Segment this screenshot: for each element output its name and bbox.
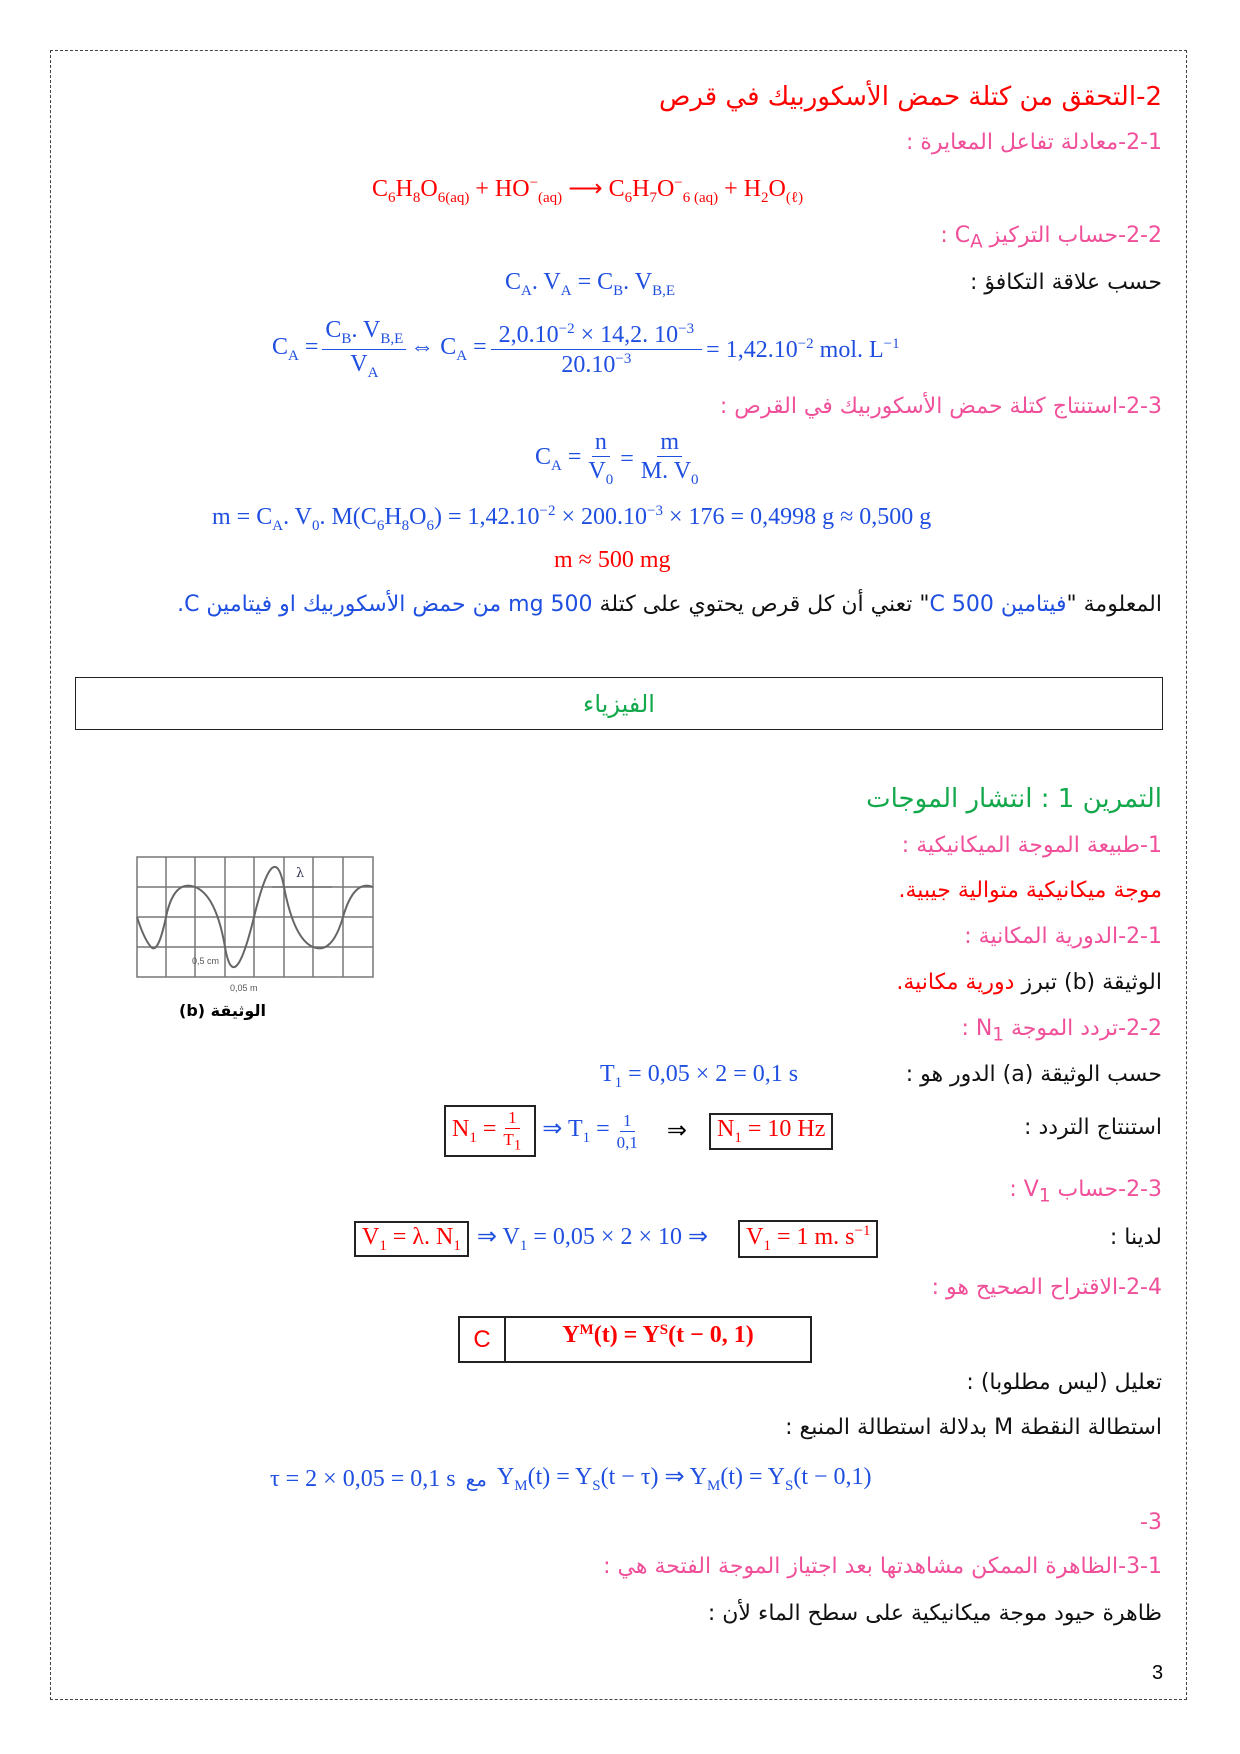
speed-formula-box: $V_1 = \lambda$. $N_1$ <box>354 1221 469 1258</box>
section-3: 3- <box>1140 1510 1162 1535</box>
tau-expr: τ = 2 × 0,05 = 0,1 s <box>270 1466 456 1493</box>
subsection-2-4: 2-4-الاقتراح الصحيح هو : <box>931 1275 1162 1300</box>
fraction <box>491 322 702 377</box>
info-vitamin: فيتامين C 500 <box>929 592 1067 617</box>
ca-result: = $1,42.10^{-2}$ mol. $L^{-1}$ <box>706 335 900 363</box>
subsection-1: 1-طبيعة الموجة الميكانيكية : <box>901 833 1162 858</box>
section-title: 2-التحقق من كتلة حمض الأسكوربيك في قرص <box>658 82 1162 112</box>
info-sentence <box>177 594 1162 616</box>
page-number: 3 <box>1152 1662 1164 1684</box>
text-red: دورية مكانية. <box>896 970 1015 995</box>
denominator: $T_1$ <box>503 1130 522 1154</box>
period-label: حسب الوثيقة (a) الدور هو : <box>905 1062 1162 1087</box>
implies-arrow: ⇒ <box>666 1118 688 1145</box>
with-word: مع <box>465 1467 487 1492</box>
period-calc: $T_1 = 0,05 \times 2 = 0,1$ s <box>600 1061 799 1091</box>
speed-result-box: $V_1 = 1$ m. $s^{-1}$ <box>738 1220 878 1258</box>
info-mass: 500 mg <box>508 592 593 617</box>
choice-expression: Y M (t) = Y S (t − 0, 1) <box>562 1322 754 1348</box>
subsection-2-3: 2-3-استنتاج كتلة حمض الأسكوربيك في القرص : <box>719 394 1162 419</box>
elongation-label: استطالة النقطة M بدلالة استطالة المنبع : <box>785 1415 1162 1440</box>
speed-label: لدينا : <box>1109 1225 1162 1250</box>
delay-calc <box>270 1465 872 1494</box>
subsection-2-3-phys: 2-3-حساب $V_1$ : <box>1009 1177 1162 1207</box>
subsection-2-1: 2-1-معادلة تفاعل المعايرة : <box>905 130 1162 155</box>
elongation-expr: $Y_M(t) = Y_S(t - \tau)$ ⇒ $Y_M(t) = Y_S(t - 0,1)$ <box>496 1464 872 1494</box>
justification-label: تعليل (ليس مطلوبا) : <box>966 1370 1162 1395</box>
document-b-figure <box>134 849 384 1034</box>
subsection-2-2-phys: 2-2-تردد الموجة $N_1$ : <box>961 1016 1162 1046</box>
ca-lhs: $C_A$ = <box>272 333 319 364</box>
equivalence-equation: $C_A$. $V_A = C_B$. $V_{B,E}$ <box>505 269 675 299</box>
numerator: $2,0.10^{-2} \times 14,2$. $10^{-3}$ <box>491 322 702 350</box>
numerator: 1 <box>505 1109 520 1129</box>
period-expr: ⇒ $T_1$ = <box>542 1115 610 1146</box>
denominator: $V_A$ <box>350 350 379 381</box>
answer-table <box>458 1316 812 1363</box>
exercise-title: التمرين 1 : انتشار الموجات <box>866 784 1162 814</box>
lambda-label: λ <box>296 866 305 881</box>
nv-lhs: $C_A$ = <box>535 443 582 474</box>
denominator: 0,1 <box>616 1132 638 1152</box>
fraction <box>614 1112 641 1151</box>
denominator: M. $V_0$ <box>640 458 699 488</box>
subsection-1-2: 2-1-الدورية المكانية : <box>964 924 1162 949</box>
fraction <box>585 430 616 488</box>
wave-nature-answer: موجة ميكانيكية متوالية جيبية. <box>898 878 1162 903</box>
diffraction-answer: ظاهرة حيود موجة ميكانيكية على سطح الماء لأن : <box>707 1601 1162 1626</box>
periodicity-answer <box>896 972 1162 994</box>
text: الوثيقة (b) تبرز <box>1014 970 1162 995</box>
info-part: من حمض الأسكوربيك او فيتامين C. <box>177 592 509 617</box>
choice-letter: C <box>460 1318 506 1361</box>
titration-reaction: $C_6H_8O_{6(aq)} + HO^-_{(aq)}$ ⟶ $C_6H_7O^-_{6 (aq)} + H_2O_{(\ell)}$ <box>372 175 804 206</box>
subsection-2-2: 2-2-حساب التركيز $C_A$ : <box>940 223 1162 253</box>
figure-caption: الوثيقة (b) <box>179 1001 266 1020</box>
frequency-label: استنتاج التردد : <box>1024 1115 1162 1140</box>
formula-box <box>444 1105 536 1157</box>
lhs: $N_1$ = <box>452 1115 497 1146</box>
mass-result: m ≈ 500 mg <box>554 547 671 573</box>
physics-header <box>75 677 1163 730</box>
numerator: 1 <box>620 1112 635 1132</box>
info-part: " تعني أن كل قرص يحتوي على كتلة <box>592 592 930 617</box>
fraction <box>638 430 702 488</box>
physics-header-label: الفيزياء <box>583 689 655 718</box>
equivalence-label: حسب علاقة التكافؤ : <box>970 270 1162 295</box>
scale-x-label: 0,05 m <box>230 983 258 993</box>
concentration-calc <box>272 318 900 381</box>
denominator: $V_0$ <box>588 458 614 488</box>
frequency-result-box: $N_1 = 10$ Hz <box>709 1113 833 1150</box>
denominator: $20.10^{-3}$ <box>561 350 632 378</box>
frequency-calc <box>444 1105 833 1157</box>
mass-calculation: $m = C_A$. $V_0$. $M(C_6H_8O_6) = 1,42.10^{-2} \times 200.10^{-3} \times 176 = 0,4998$ g ≈ 0,500 g <box>212 503 932 534</box>
fraction <box>322 318 406 381</box>
fraction <box>500 1109 524 1153</box>
equals: = <box>620 445 634 472</box>
numerator: $C_B$. $V_{B,E}$ <box>322 318 406 350</box>
scale-y-label: 0,5 cm <box>192 956 220 966</box>
numerator: n <box>592 430 610 457</box>
speed-calc <box>354 1220 878 1258</box>
ca-mid: ⇔ $C_A$ = <box>410 333 487 364</box>
info-part: المعلومة " <box>1066 592 1162 617</box>
subsection-3-1: 3-1-الظاهرة الممكن مشاهدتها بعد اجتياز الموجة الفتحة هي : <box>603 1554 1162 1579</box>
speed-expr: ⇒ $V_1 = 0,05 \times 2 \times 10$ ⇒ <box>476 1223 709 1254</box>
numerator: m <box>657 430 682 457</box>
concentration-relation <box>535 430 706 488</box>
